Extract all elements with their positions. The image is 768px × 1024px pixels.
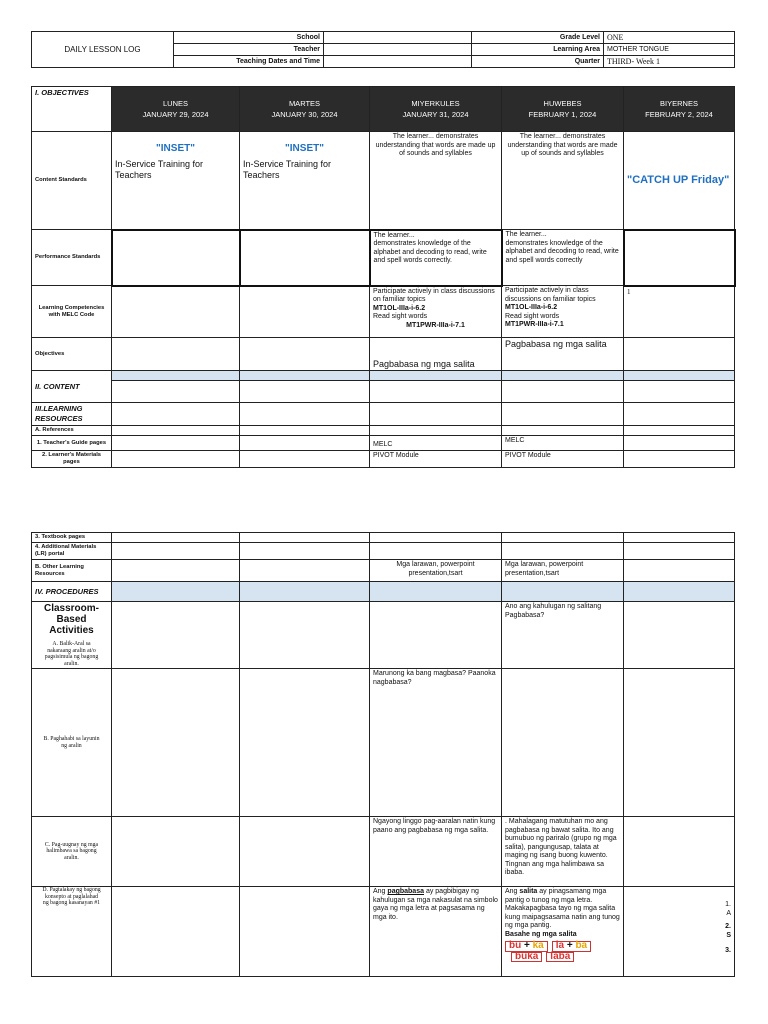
tg-wed: MELC [370,436,502,451]
tb-cell [240,533,370,543]
content-standards-label: Content Standards [32,132,112,230]
res-cell [370,403,502,426]
activity-d-label: D. Pagtalakay ng bagong konsepto at paglalahad ng bagong kasanayan #1 [32,887,112,977]
tg-cell [624,436,735,451]
proc-band [624,582,735,602]
ref-cell [370,426,502,436]
ref-cell [502,426,624,436]
ps-fri [624,230,735,286]
tb-cell [502,533,624,543]
day-header: LUNES JANUARY 29, 2024 [112,87,240,132]
b-cell [112,669,240,817]
b-cell [624,669,735,817]
add-cell [240,543,370,560]
dates-field[interactable] [324,56,472,68]
lm-cell [240,451,370,468]
proc-band [112,582,240,602]
c-cell [240,817,370,887]
add-cell [370,543,502,560]
tg-cell [240,436,370,451]
procedures-heading: IV. PROCEDURES [32,582,112,602]
b-wed: Marunong ka bang magbasa? Paanoka nagbabasa? [370,669,502,817]
syllable-cards [505,941,620,952]
res-cell [240,403,370,426]
c-wed: Ngayong linggo pag-aaralan natin kung paano ang pagbabasa ng mga salita. [370,817,502,887]
obj-wed: Pagbabasa ng mga salita [370,338,502,371]
content-band [112,371,240,381]
grade-label: Grade Level [472,32,604,44]
res-cell [624,403,735,426]
add-cell [112,543,240,560]
cs-thu: The learner... demonstrates understanding that words are made up of sounds and syllables [502,132,624,230]
lesson-table-1 [31,86,736,468]
content-band [370,371,502,381]
res-cell [112,403,240,426]
content-mon [112,381,240,403]
other-thu: Mga larawan, powerpoint presentation,tsart [502,560,624,582]
dates-label: Teaching Dates and Time [174,56,324,68]
quarter-label: Quarter [472,56,604,68]
a-cell [370,602,502,669]
activity-b-label: B. Paghahabi sa layunin ng aralin [32,669,112,817]
ref-cell [624,426,735,436]
add-cell [624,543,735,560]
lc-thu: Participate actively in class discussions on familiar topics MT1OL-IIIa-i-6.2 Read sight words MT1PWR-IIIa-i-7.1 [502,286,624,338]
day-header: BIYERNES FEBRUARY 2, 2024 [624,87,735,132]
content-heading: II. CONTENT [32,371,112,403]
lc-mon [112,286,240,338]
content-band [624,371,735,381]
lm-cell [624,451,735,468]
teacher-field[interactable] [324,44,472,56]
word-card-laba: laba [546,952,574,963]
activity-a-label: Classroom-Based Activities A. Balik-Aral sa nakaraang aralin at/o pagsisimula ng bagong aralin. [32,602,112,669]
b-cell [502,669,624,817]
d-cell [112,887,240,977]
tb-cell [624,533,735,543]
c-cell [624,817,735,887]
content-tue [240,381,370,403]
day-header: MARTES JANUARY 30, 2024 [240,87,370,132]
teacher-label: Teacher [174,44,324,56]
resources-heading: III.LEARNING RESOURCES [32,403,112,426]
ps-mon [112,230,240,286]
b-cell [240,669,370,817]
add-cell [502,543,624,560]
activity-c-label: C. Pag-uugnay ng mga halimbawa sa bagong aralin. [32,817,112,887]
objectives-label: Objectives [32,338,112,371]
syllable-card-buka: bu + ka [505,941,548,952]
other-cell [240,560,370,582]
lm-cell [112,451,240,468]
area-label: Learning Area [472,44,604,56]
c-thu: . Mahalagang matutuhan mo ang pagbabasa ng bawat salita. Ito ang bumubuo ng pariralo (grupo ng mga salita), pangungusap, talata at maging ng isang buong kuwento. Tingnan ang mga halimbawa sa ibaba. [502,817,624,887]
a-thu: Ano ang kahulugan ng salitang Pagbabasa? [502,602,624,669]
school-field[interactable] [324,32,472,44]
content-thu [502,381,624,403]
content-band [240,371,370,381]
catch-up-friday: "CATCH UP Friday" [624,132,735,230]
references-label: A. References [32,426,112,436]
ps-wed: The learner... demonstrates knowledge of the alphabet and decoding to read, write and spell words correctly. [370,230,502,286]
ref-cell [112,426,240,436]
a-cell [112,602,240,669]
ps-tue [240,230,370,286]
day-header: HUWEBES FEBRUARY 1, 2024 [502,87,624,132]
quarter-value[interactable]: THIRD- Week 1 [604,56,735,68]
ref-cell [240,426,370,436]
lm-thu: PIVOT Module [502,451,624,468]
lesson-table-2 [31,532,735,977]
res-cell [502,403,624,426]
content-fri [624,381,735,403]
lc-fri: 1 [624,286,735,338]
lc-tue [240,286,370,338]
day-header: MIYERKULES JANUARY 31, 2024 [370,87,502,132]
lc-wed: Participate actively in class discussions on familiar topics MT1OL-IIIa-i-6.2 Read sight words MT1PWR-IIIa-i-7.1 [370,286,502,338]
grade-value[interactable]: ONE [604,32,735,44]
other-label: B. Other Learning Resources [32,560,112,582]
obj-fri [624,338,735,371]
a-cell [624,602,735,669]
d-cell [240,887,370,977]
d-thu: Ang salita ay pinagsamang mga pantig o tunog ng mga letra. Makakapagbasa tayo ng mga salita kung maipagsasama natin ang tunog ng mga pantig. Basahe ng mga salita bu + ka la + ba buka laba [502,887,624,977]
textbook-label: 3. Textbook pages [32,533,112,543]
word-card-buka: buka [511,952,542,963]
cs-wed: The learner... demonstrates understanding that words are made up of sounds and syllables [370,132,502,230]
obj-tue [240,338,370,371]
lm-wed: PIVOT Module [370,451,502,468]
additional-label: 4. Additional Materials (LR) portal [32,543,112,560]
ps-thu: The learner... demonstrates knowledge of the alphabet and decoding to read, write and spell words correctly [502,230,624,286]
cs-mon: "INSET" In-Service Training for Teachers [112,132,240,230]
tg-thu: MELC [502,436,624,451]
syllable-card-laba: la + ba [552,941,591,952]
cs-tue: "INSET" In-Service Training for Teachers [240,132,370,230]
tg-cell [112,436,240,451]
area-value[interactable]: MOTHER TONGUE [604,44,735,56]
header-table [31,31,735,68]
tb-cell [112,533,240,543]
d-wed: Ang pagbabasa ay pagbibigay ng kahulugan sa mga nakasulat na simbolo gaya ng mga letra at pagsasama ng mga ito. [370,887,502,977]
other-wed: Mga larawan, powerpoint presentation,tsart [370,560,502,582]
obj-mon [112,338,240,371]
tg-label: 1. Teacher's Guide pages [32,436,112,451]
obj-thu: Pagbabasa ng mga salita [502,338,624,371]
a-cell [240,602,370,669]
lm-label: 2. Learner's Materials pages [32,451,112,468]
other-cell [112,560,240,582]
competencies-label: Learning Competencies with MELC Code [32,286,112,338]
performance-standards-label: Performance Standards [32,230,112,286]
crb-title: Classroom-Based Activities [43,603,99,636]
school-label: School [174,32,324,44]
tb-cell [370,533,502,543]
c-cell [112,817,240,887]
other-cell [624,560,735,582]
proc-band [502,582,624,602]
log-title: DAILY LESSON LOG [32,32,174,68]
proc-band [370,582,502,602]
proc-band [240,582,370,602]
content-wed [370,381,502,403]
objectives-heading: I. OBJECTIVES [32,87,112,132]
content-band [502,371,624,381]
d-fri: 1. A 2. S 3. [624,887,735,977]
